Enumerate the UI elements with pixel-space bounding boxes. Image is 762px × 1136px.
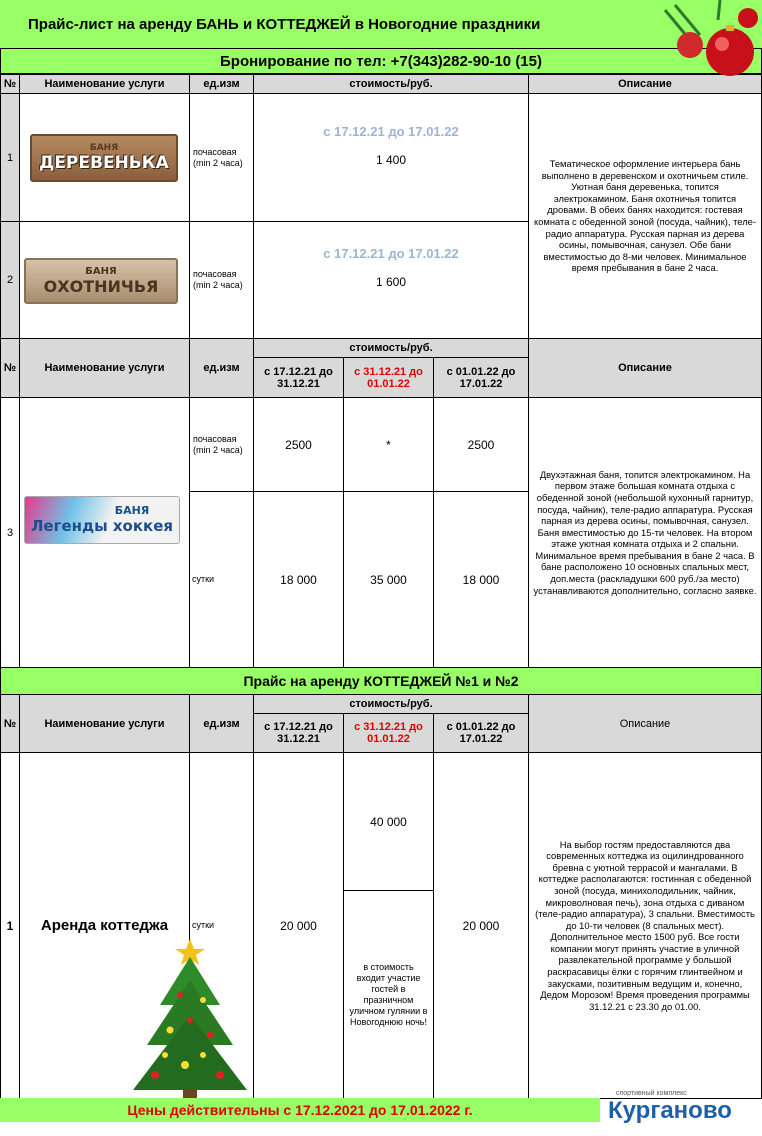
col-unit-header-2: ед.изм bbox=[189, 338, 254, 398]
sauna3-day-price-3: 18 000 bbox=[433, 491, 529, 668]
sauna3-hour-price-2: * bbox=[343, 397, 434, 492]
logo-big-text: ОХОТНИЧЬЯ bbox=[43, 276, 159, 296]
sauna1-price: 1 400 bbox=[375, 153, 407, 167]
sauna3-hour-price-3: 2500 bbox=[433, 397, 529, 492]
period2-header-3: с 31.12.21 до 01.01.22 bbox=[343, 713, 434, 753]
col-desc-header-2: Описание bbox=[528, 338, 762, 398]
col-cost-header-3: стоимость/руб. bbox=[253, 694, 529, 714]
sauna2-price: 1 600 bbox=[375, 275, 407, 289]
period1-header-3: с 17.12.21 до 31.12.21 bbox=[253, 713, 344, 753]
brand-name: Курганово bbox=[608, 1097, 732, 1124]
sauna3-description: Двухэтажная баня, топится электрокамином. На первом этаже большая комната отдыха с обеденной зоной (небольшой кухонный гарнитур, посуда, чайник), теле-радио аппаратура. Русская парная из дерева осины, помывочная, санузел. Баня вместимостью до 15-ти человек. На втором этаже уютная комната отдыха и 2 спальни. Минимальное время пребывания в бане 2 часа. В бане расположено 10 основных спальных мест, доп.места (раскладушки 600 руб./за место) устанавливаются дополнительно, согласно заявке. bbox=[528, 397, 762, 668]
logo-big-text: Легенды хоккея bbox=[30, 517, 174, 535]
sauna-ohotnichya-logo bbox=[24, 258, 178, 304]
sauna3-day-price-2: 35 000 bbox=[343, 491, 434, 668]
sauna1-dates: с 17.12.21 до 17.01.22 bbox=[323, 124, 459, 139]
period1-header-2: с 17.12.21 до 31.12.21 bbox=[253, 357, 344, 398]
period3-header-3: с 01.01.22 до 17.01.22 bbox=[433, 713, 529, 753]
col-unit-header-3: ед.изм bbox=[189, 694, 254, 753]
sauna1-price-cell bbox=[253, 93, 529, 222]
sauna2-price-cell bbox=[253, 221, 529, 339]
cottage-price-3: 20 000 bbox=[433, 752, 529, 1099]
sauna2-unit: почасовая (min 2 часа) bbox=[189, 221, 254, 339]
logo-small-text: БАНЯ bbox=[85, 265, 117, 277]
sauna12-description: Тематическое оформление интерьера бань выполнено в деревенском и охотничьем стиле. Уютная баня деревенька, топится электрокамином. Баня охотничья топится дровами. В обеих банях находится: гостевая комната с обеденной зоной (посуда, чайник), теле-радио аппаратура. Русская парная из дерева осины, помывочная, санузел. Обе бани вместимостью до 8-ми человек. Минимальное время пребывания в бане 2 часа. bbox=[528, 93, 762, 339]
col-unit-header: ед.изм bbox=[189, 74, 254, 94]
row-num-2: 2 bbox=[0, 221, 20, 339]
col-service-header-2: Наименование услуги bbox=[19, 338, 190, 398]
col-service-header-3: Наименование услуги bbox=[19, 694, 190, 753]
row-num-3: 3 bbox=[0, 397, 20, 668]
sauna-hockey-logo bbox=[24, 496, 180, 544]
page-title: Прайс-лист на аренду БАНЬ и КОТТЕДЖЕЙ в Новогодние праздники bbox=[0, 0, 762, 48]
col-num-header: № bbox=[0, 74, 20, 94]
christmas-tree-icon bbox=[125, 935, 255, 1105]
logo-small-text: БАНЯ bbox=[89, 143, 119, 153]
cottage-description: На выбор гостям предоставляются два современных коттеджа из оцилиндрованного бревна с уютной террасой и мангалами. В коттедже располагаются: гостинная с обеденной зоной (посуда, минихолодильник, чайник, микроволновая печь), зона отдыха с диваном (теле-радио аппаратура), 3 спальни. Вместимость до 10-ти человек (8 спальных мест). Дополнительное место 1500 руб. Все гости компании могут принять участие в уличной развлекательной программе у большой раскрасавицы ёлки с горячим глинтвейном и закусками, позитивным ведущим и, конечно, Дедом Морозом! Время проведения программы 31.12.21 с 23.30 до 01.00. bbox=[528, 752, 762, 1099]
col-desc-header-3: Описание bbox=[528, 694, 762, 753]
period3-header-2: с 01.01.22 до 17.01.22 bbox=[433, 357, 529, 398]
logo-small-text: БАНЯ bbox=[114, 504, 150, 517]
sauna-derevenka-logo bbox=[30, 134, 178, 182]
cottage-price-1: 20 000 bbox=[253, 752, 344, 1099]
sauna3-hour-price-1: 2500 bbox=[253, 397, 344, 492]
sauna3-unit-day: сутки bbox=[189, 491, 254, 668]
brand-tagline: спортивный комплекс bbox=[616, 1090, 687, 1097]
brand-logo bbox=[608, 1090, 758, 1132]
validity-footer: Цены действительны с 17.12.2021 до 17.01.2022 г. bbox=[0, 1098, 600, 1122]
cottage-unit: сутки bbox=[189, 752, 254, 1099]
col-num-header-2: № bbox=[0, 338, 20, 398]
col-num-header-3: № bbox=[0, 694, 20, 753]
col-desc-header: Описание bbox=[528, 74, 762, 94]
period2-header-2: с 31.12.21 до 01.01.22 bbox=[343, 357, 434, 398]
row-num-cottage: 1 bbox=[0, 752, 20, 1099]
sauna2-logo-cell bbox=[19, 221, 190, 339]
booking-phone: Бронирование по тел: +7(343)282-90-10 (15) bbox=[0, 48, 762, 74]
cottage-note: в стоимость входит участие гостей в празничном уличном гулянии в Новогоднюю ночь! bbox=[343, 890, 434, 1099]
sauna3-unit-hour: почасовая (min 2 часа) bbox=[189, 397, 254, 492]
cottage-name: Аренда коттеджа bbox=[19, 752, 190, 1099]
col-service-header: Наименование услуги bbox=[19, 74, 190, 94]
sauna3-day-price-1: 18 000 bbox=[253, 491, 344, 668]
christmas-ornaments-icon bbox=[660, 0, 762, 100]
row-num-1: 1 bbox=[0, 93, 20, 222]
sauna3-logo-cell bbox=[19, 397, 190, 668]
col-cost-header-2: стоимость/руб. bbox=[253, 338, 529, 358]
sauna1-logo-cell bbox=[19, 93, 190, 222]
cottage-price-2: 40 000 bbox=[343, 752, 434, 891]
col-cost-header: стоимость/руб. bbox=[253, 74, 529, 94]
sauna2-dates: с 17.12.21 до 17.01.22 bbox=[323, 246, 459, 261]
cottage-section-title: Прайс на аренду КОТТЕДЖЕЙ №1 и №2 bbox=[0, 667, 762, 695]
logo-big-text: ДЕРЕВЕНЬКА bbox=[39, 153, 169, 173]
sauna1-unit: почасовая (min 2 часа) bbox=[189, 93, 254, 222]
